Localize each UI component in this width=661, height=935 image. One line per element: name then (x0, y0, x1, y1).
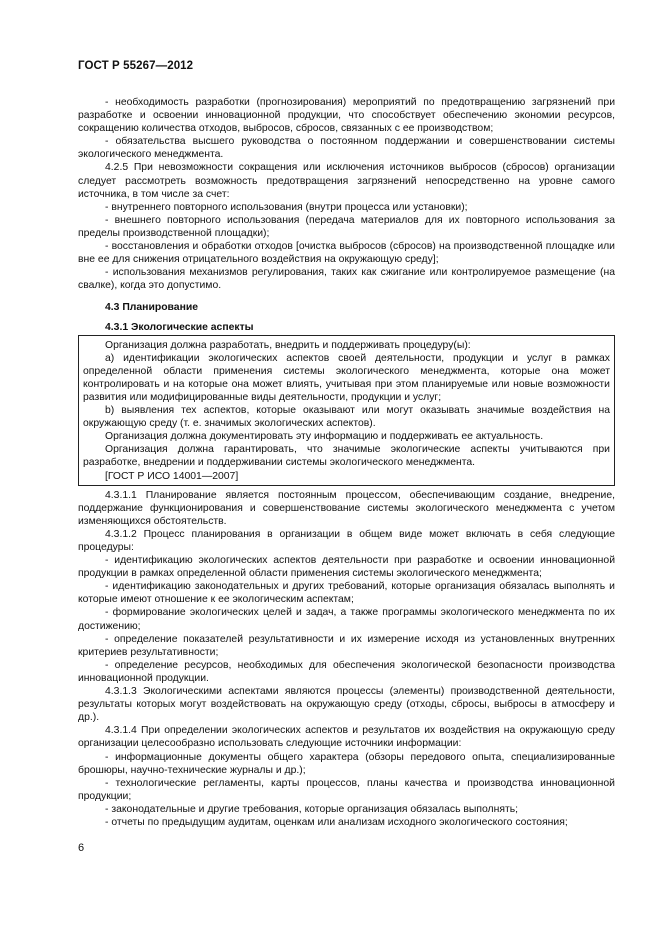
box-paragraph: Организация должна гарантировать, что значимые экологические аспекты учитываются при разработке, внедрении и поддерживании системы экологического менеджмента. (83, 444, 610, 469)
list-item: - законодательные и другие требования, которые организация обязалась выполнять; (105, 803, 519, 815)
box-paragraph: а) идентификации экологических аспектов своей деятельности, продукции и услуг в рамках определенной области применения системы экологического менеджмента, которые она может контролировать и на которые она может влиять, учитывая при этом планируемые или новые возможности развития или модифицированные виды деятельности, продукции и услуг; (83, 352, 610, 403)
clause-4-3-1-2: 4.3.1.2 Процесс планирования в организации в общем виде может включать в себя следующие процедуры: (78, 528, 615, 553)
box-paragraph: b) выявления тех аспектов, которые оказывают или могут оказывать значимые воздействия на окружающую среду (т. е. значимых экологических аспектов). (83, 405, 610, 430)
subsection-heading: 4.3.1 Экологические аспекты (105, 321, 254, 333)
quoted-standard-box (78, 335, 615, 486)
list-item: - определение ресурсов, необходимых для обеспечения экологической безопасности производства инновационной продукции. (78, 659, 615, 684)
list-item: - отчеты по предыдущим аудитам, оценкам или анализам исходного экологического состояния; (105, 816, 568, 828)
list-item: - формирование экологических целей и задач, а также программы экологического менеджмента по их достижению; (78, 607, 615, 632)
paragraph: - необходимость разработки (прогнозирования) мероприятий по предотвращению загрязнений при разработке и освоении инновационной продукции, что способствует обеспечению экономии ресурсов, сокращению количества отходов, выбросов, сбросов, связанных с ее производством; (78, 97, 615, 135)
box-paragraph: Организация должна разработать, внедрить и поддерживать процедуру(ы): (105, 339, 471, 351)
standard-reference: [ГОСТ Р ИСО 14001—2007] (105, 470, 239, 482)
list-item: - определение показателей результативности и их измерение исходя из установленных внутренних критериев результативности; (78, 633, 615, 658)
clause-4-3-1-4: 4.3.1.4 При определении экологических аспектов и результатов их воздействия на окружающую среду организации целесообразно использовать следующие источники информации: (78, 725, 615, 750)
paragraph: - обязательства высшего руководства о постоянном поддержании и совершенствовании системы экологического менеджмента. (78, 136, 615, 161)
section-heading: 4.3 Планирование (105, 302, 199, 314)
list-item: - идентификацию законодательных и других требований, которые организация обязалась выполнять и которые имеют отношение к ее экологическим аспектам; (78, 581, 615, 606)
box-paragraph: Организация должна документировать эту информацию и поддерживать ее актуальность. (105, 431, 544, 443)
page-number: 6 (78, 842, 85, 854)
list-item: - восстановления и обработки отходов [очистка выбросов (сбросов) на производственной площадке или вне ее для снижения отрицательного воздействия на окружающую среду]; (78, 241, 615, 266)
list-item: - использования механизмов регулирования, таких как сжигание или контролируемое размещение (на свалке), когда это допустимо. (78, 267, 615, 292)
list-item: - идентификацию экологических аспектов деятельности при разработке и освоении инновационной продукции в рамках определенной области применения системы экологического менеджмента; (78, 555, 615, 580)
list-item: - информационные документы общего характера (обзоры передового опыта, специализированные брошюры, научно-технические журналы и др.); (78, 751, 615, 776)
clause-4-2-5: 4.2.5 При невозможности сокращения или исключения источников выбросов (сбросов) организации следует рассмотреть возможность предотвращения загрязнений непосредственно на уровне самого источника, в том числе за счет: (78, 162, 615, 200)
list-item: - технологические регламенты, карты процессов, планы качества и производства инновационной продукции; (78, 777, 615, 802)
clause-4-3-1-1: 4.3.1.1 Планирование является постоянным процессом, обеспечивающим создание, внедрение, поддержание функционирования и совершенствование системы экологического менеджмента с учетом изменяющихся обстоятельств. (78, 489, 615, 527)
list-item: - внутреннего повторного использования (внутри процесса или установки); (105, 201, 468, 213)
list-item: - внешнего повторного использования (передача материалов для их повторного использования за пределы производственной площадки); (78, 214, 615, 239)
document-header: ГОСТ Р 55267—2012 (78, 60, 194, 72)
clause-4-3-1-3: 4.3.1.3 Экологическими аспектами являются процессы (элементы) производственной деятельности, результаты которых могут воздействовать на окружающую среду (отходы, сбросы, выбросы в атмосферу и др.). (78, 686, 615, 724)
document-body (78, 96, 615, 829)
